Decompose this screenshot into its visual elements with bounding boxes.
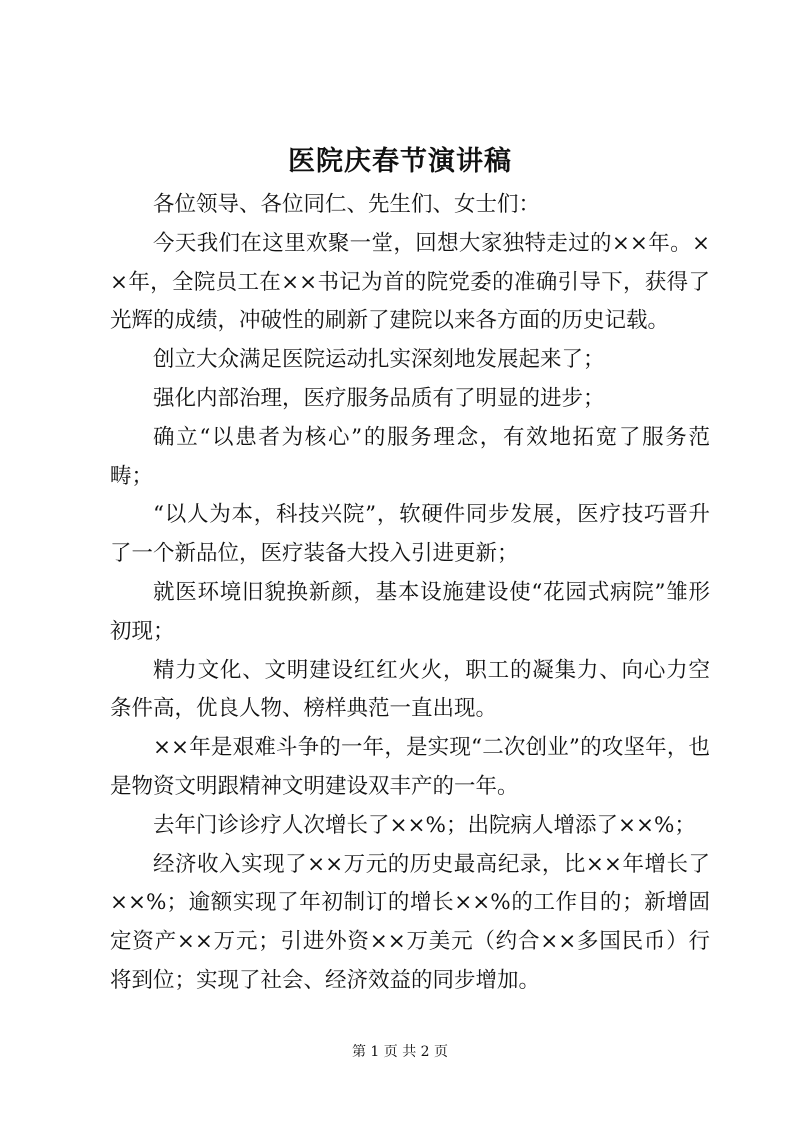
paragraph: 确立“以患者为核心”的服务理念，有效地拓宽了服务范畴； xyxy=(110,424,710,489)
paragraph-greeting: 各位领导、各位同仁、先生们、女士们： xyxy=(153,192,541,217)
paragraph: 去年门诊诊疗人次增长了××%；出院病人增添了××%； xyxy=(153,812,696,838)
paragraph: 经济收入实现了××万元的历史最高纪录，比××年增长了××%；逾额实现了年初制订的增长××%的工作目的；新增固定资产××万元；引进外资××万美元（约合××多国民币）行将到位；实现了社会、经济效益的同步增加。 xyxy=(110,851,710,993)
paragraph: “以人为本，科技兴院”，软硬件同步发展，医疗技巧晋升了一个新品位，医疗装备大投入引进更新； xyxy=(110,502,710,567)
paragraph: 创立大众满足医院运动扎实深刻地发展起来了； xyxy=(153,347,605,373)
paragraph: 强化内部治理，医疗服务品质有了明显的进步； xyxy=(153,385,605,411)
document-body xyxy=(110,186,710,1001)
paragraph: 精力文化、文明建设红红火火，职工的凝集力、向心力空条件高，优良人物、榜样典范一直出现。 xyxy=(110,657,710,722)
page-footer: 第 1 页 共 2 页 xyxy=(351,1044,449,1060)
paragraph: 今天我们在这里欢聚一堂，回想大家独特走过的××年。××年，全院员工在××书记为首的院党委的准确引导下，获得了光辉的成绩，冲破性的刷新了建院以来各方面的历史记载。 xyxy=(110,230,710,334)
paragraph: ××年是艰难斗争的一年，是实现“二次创业”的攻坚年，也是物资文明跟精神文明建设双丰产的一年。 xyxy=(110,735,710,799)
paragraph: 就医环境旧貌换新颜，基本设施建设使“花园式病院”雏形初现； xyxy=(110,579,710,644)
document-title: 医院庆春节演讲稿 xyxy=(288,146,512,177)
